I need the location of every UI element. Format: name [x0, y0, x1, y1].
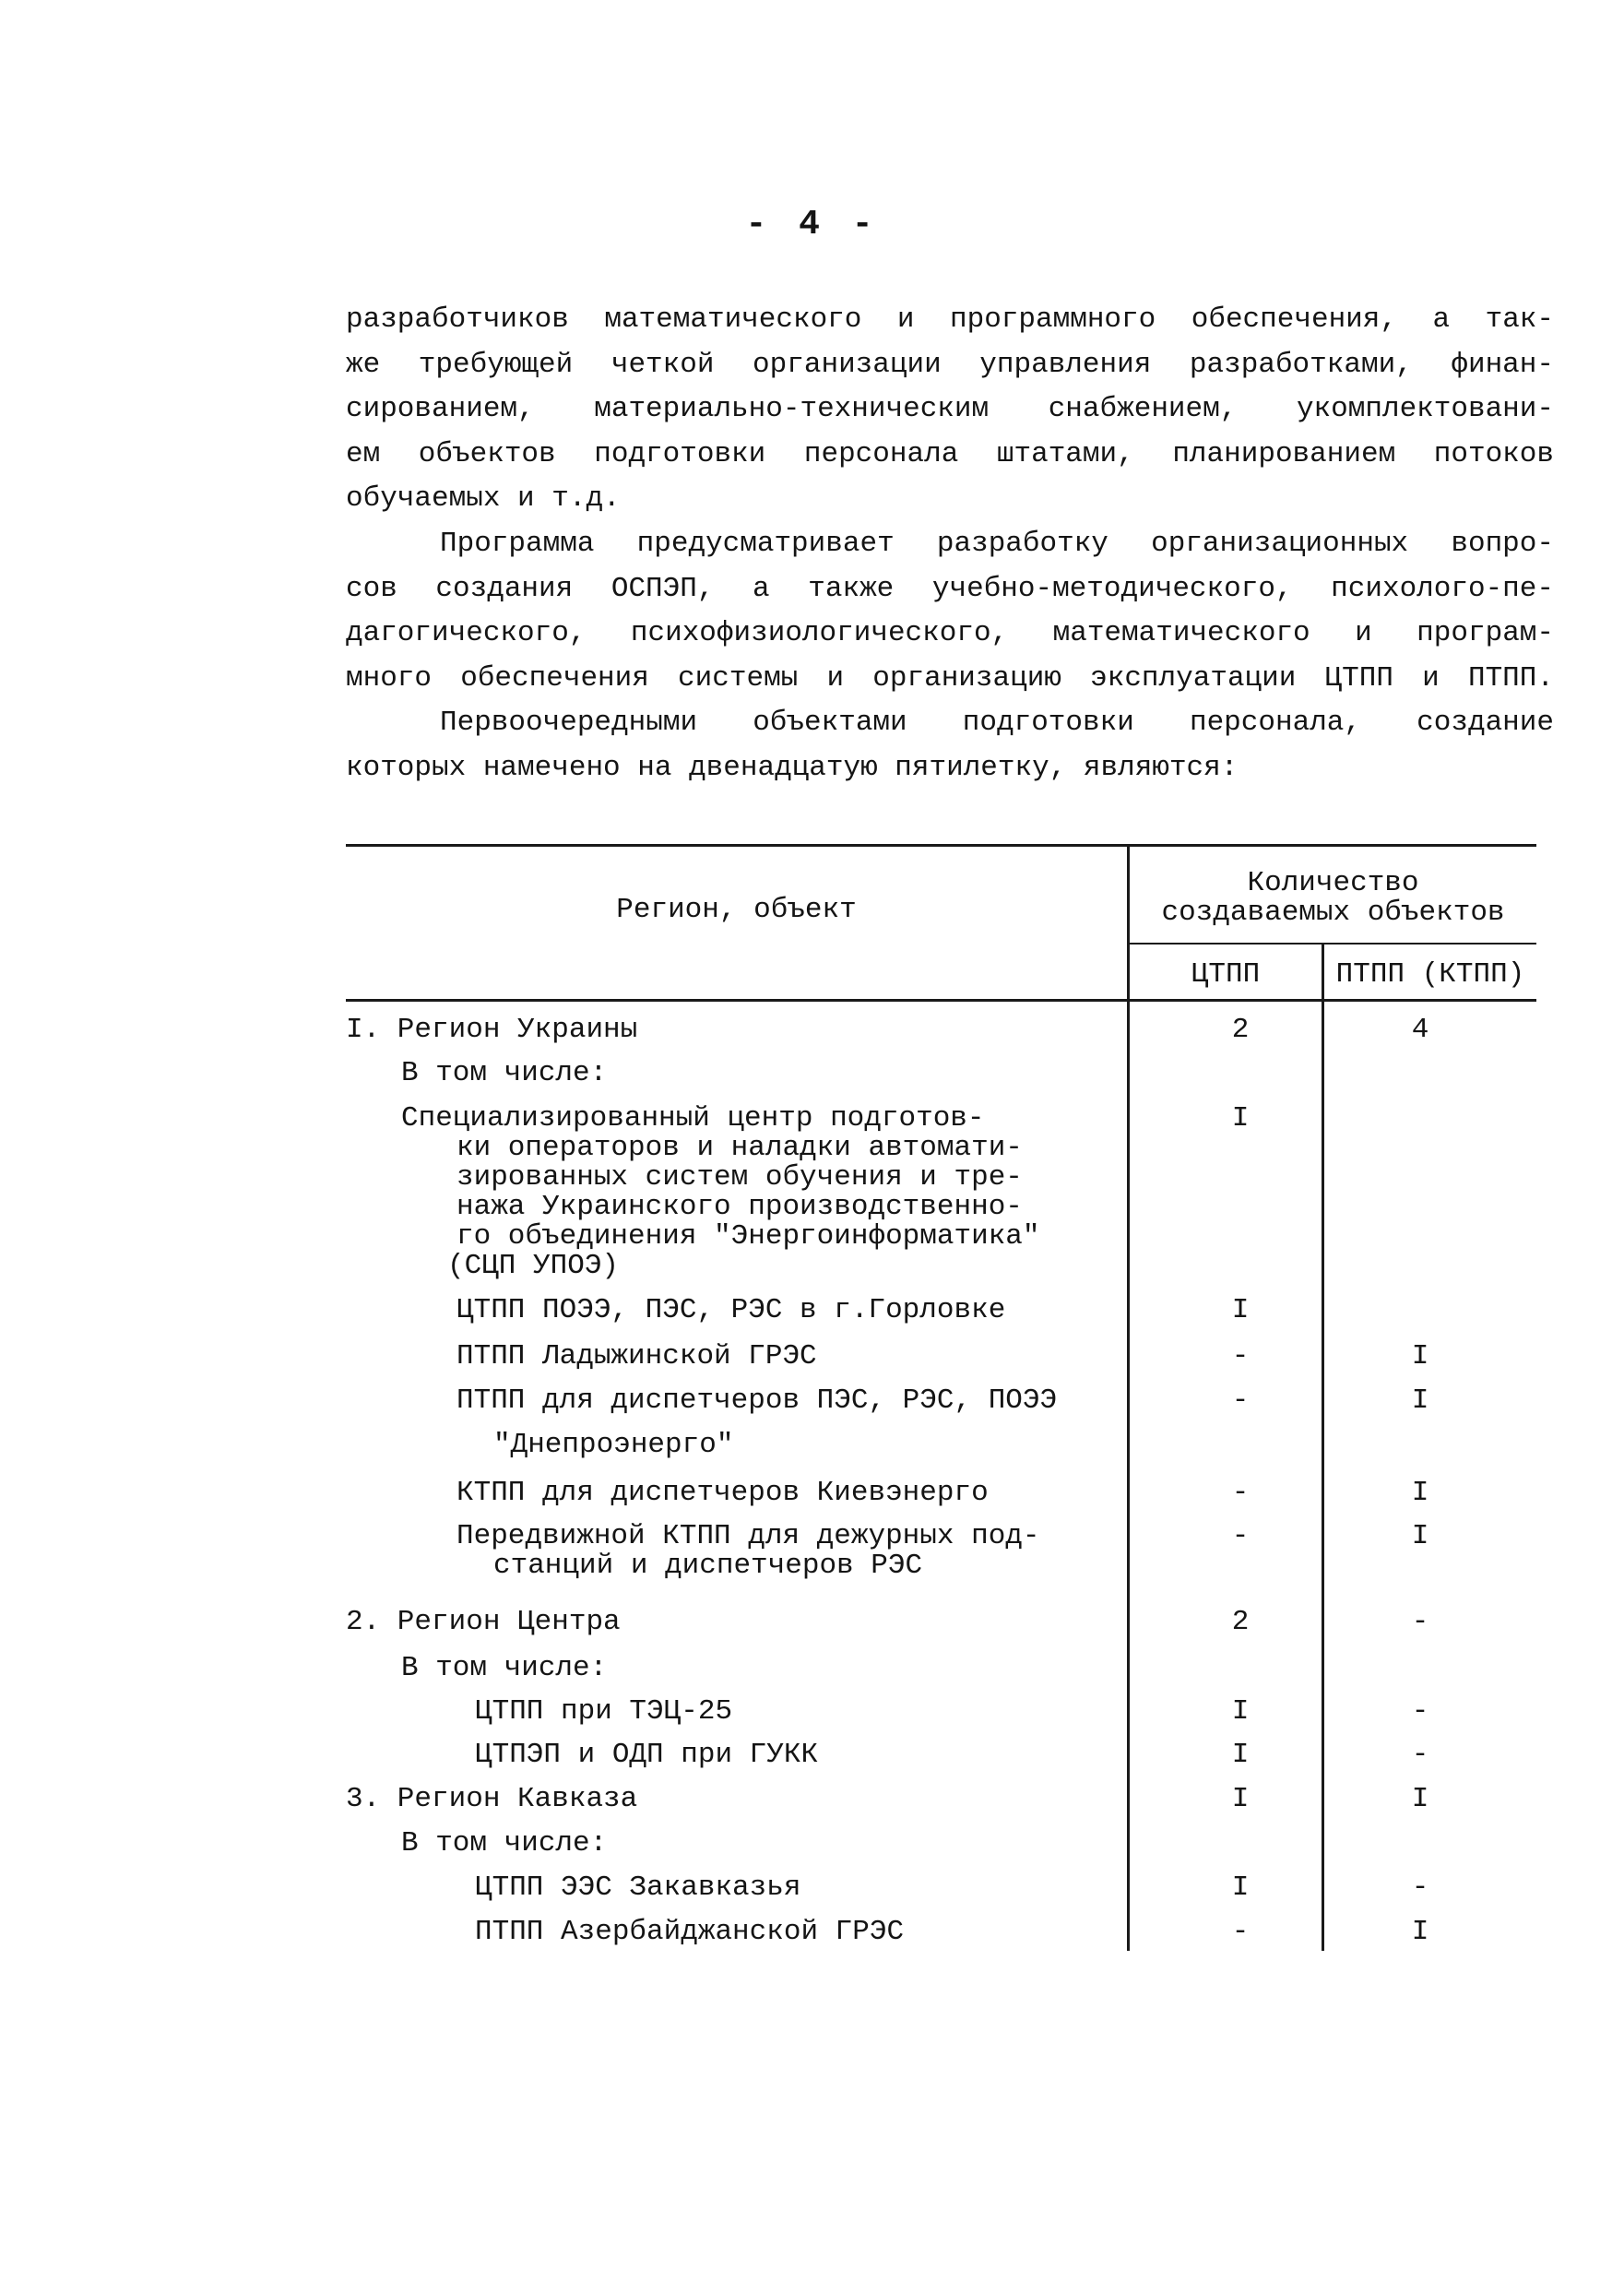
text-line: же требующей четкой организации управления разработками, финан-	[346, 348, 1554, 381]
row-label: станций и диспетчеров РЭС	[493, 1550, 923, 1582]
value-ctpp: -	[1231, 1477, 1250, 1509]
value-ctpp: I	[1231, 1783, 1250, 1815]
value-ctpp: -	[1231, 1916, 1250, 1948]
row-label: ПТПП для диспетчеров ПЭС, РЭС, ПОЭЭ	[456, 1384, 1058, 1417]
value-ctpp: 2	[1231, 1014, 1250, 1046]
value-ptpp: -	[1411, 1606, 1429, 1638]
value-ptpp: 4	[1411, 1014, 1429, 1046]
row-label: 2. Регион Центра	[346, 1606, 621, 1638]
row-label: КТПП для диспетчеров Киевэнерго	[456, 1477, 989, 1509]
value-ptpp: -	[1411, 1739, 1429, 1771]
value-ctpp: -	[1231, 1340, 1250, 1372]
value-ctpp: I	[1231, 1294, 1250, 1326]
text-line: сированием, материально-техническим снабжением, укомплектовани-	[346, 393, 1554, 425]
value-ctpp: I	[1231, 1739, 1250, 1771]
value-ctpp: -	[1231, 1384, 1250, 1417]
header-region-object: Регион, объект	[616, 894, 857, 926]
text-line: Программа предусматривает разработку организационных вопро-	[440, 528, 1554, 560]
row-label: ЦТПП ЭЭС Закавказья	[475, 1871, 801, 1904]
paragraph-3	[346, 701, 1554, 790]
value-ptpp: I	[1411, 1520, 1429, 1552]
row-label: "Днепроэнерго"	[493, 1429, 734, 1461]
value-ptpp: -	[1411, 1871, 1429, 1904]
value-ctpp: I	[1231, 1871, 1250, 1904]
row-label: ЦТПП ПОЭЭ, ПЭС, РЭС в г.Горловке	[456, 1294, 1006, 1326]
row-label: (СЦП УПОЭ)	[447, 1250, 620, 1282]
value-ptpp: I	[1411, 1916, 1429, 1948]
text-line: обучаемых и т.д.	[346, 482, 621, 515]
value-ptpp: I	[1411, 1783, 1429, 1815]
paragraph-1	[346, 298, 1554, 522]
value-ptpp: -	[1411, 1695, 1429, 1728]
header-ctpp: ЦТПП	[1191, 958, 1261, 991]
row-label: го объединения "Энергоинформатика"	[456, 1220, 1040, 1253]
header-ptpp: ПТПП (КТПП)	[1335, 958, 1525, 991]
row-label: В том числе:	[401, 1057, 608, 1089]
table-vline-2	[1322, 943, 1324, 1951]
row-label: В том числе:	[401, 1652, 608, 1684]
row-label: Специализированный центр подготов-	[401, 1102, 985, 1135]
text-line: которых намечено на двенадцатую пятилетку, являются:	[346, 751, 1239, 784]
text-line: разработчиков математического и программного обеспечения, а так-	[346, 303, 1554, 336]
table-vline-1	[1127, 844, 1130, 1951]
header-quantity-line1: Количество	[1247, 867, 1419, 899]
text-line: Первоочередными объектами подготовки персонала, создание	[440, 707, 1554, 739]
paragraph-2	[346, 522, 1554, 701]
value-ctpp: 2	[1231, 1606, 1250, 1638]
value-ptpp: I	[1411, 1477, 1429, 1509]
value-ctpp: I	[1231, 1695, 1250, 1728]
value-ptpp: I	[1411, 1384, 1429, 1417]
row-label: Передвижной КТПП для дежурных под-	[456, 1520, 1040, 1552]
table-header-rule	[346, 999, 1536, 1002]
text-line: много обеспечения системы и организацию эксплуатации ЦТПП и ПТПП.	[346, 661, 1554, 695]
text-line: ем объектов подготовки персонала штатами, планированием потоков	[346, 437, 1554, 470]
header-quantity-line2: создаваемых объектов	[1161, 897, 1505, 929]
value-ctpp: -	[1231, 1520, 1250, 1552]
row-label: нажа Украинского производственно-	[456, 1191, 1023, 1223]
value-ptpp: I	[1411, 1340, 1429, 1372]
page-number: - 4 -	[745, 205, 879, 244]
text-line: сов создания ОСПЭП, а также учебно-методического, психолого-пе-	[346, 572, 1554, 605]
row-label: ПТПП Ладыжинской ГРЭС	[456, 1340, 817, 1372]
row-label: зированных систем обучения и тре-	[456, 1161, 1023, 1194]
text-line: дагогического, психофизиологического, математического и програм-	[346, 617, 1554, 649]
row-label: ПТПП Азербайджанской ГРЭС	[475, 1916, 905, 1948]
row-label: В том числе:	[401, 1827, 608, 1859]
row-label: ки операторов и наладки автомати-	[456, 1132, 1023, 1164]
row-label: ЦТПП при ТЭЦ-25	[475, 1695, 733, 1728]
table-top-rule	[346, 844, 1536, 847]
row-label: 3. Регион Кавказа	[346, 1783, 638, 1815]
row-label: I. Регион Украины	[346, 1014, 638, 1046]
objects-table	[346, 844, 1536, 1951]
value-ctpp: I	[1231, 1102, 1250, 1135]
row-label: ЦТПЭП и ОДП при ГУКК	[475, 1739, 819, 1771]
table-subheader-rule	[1129, 943, 1536, 945]
